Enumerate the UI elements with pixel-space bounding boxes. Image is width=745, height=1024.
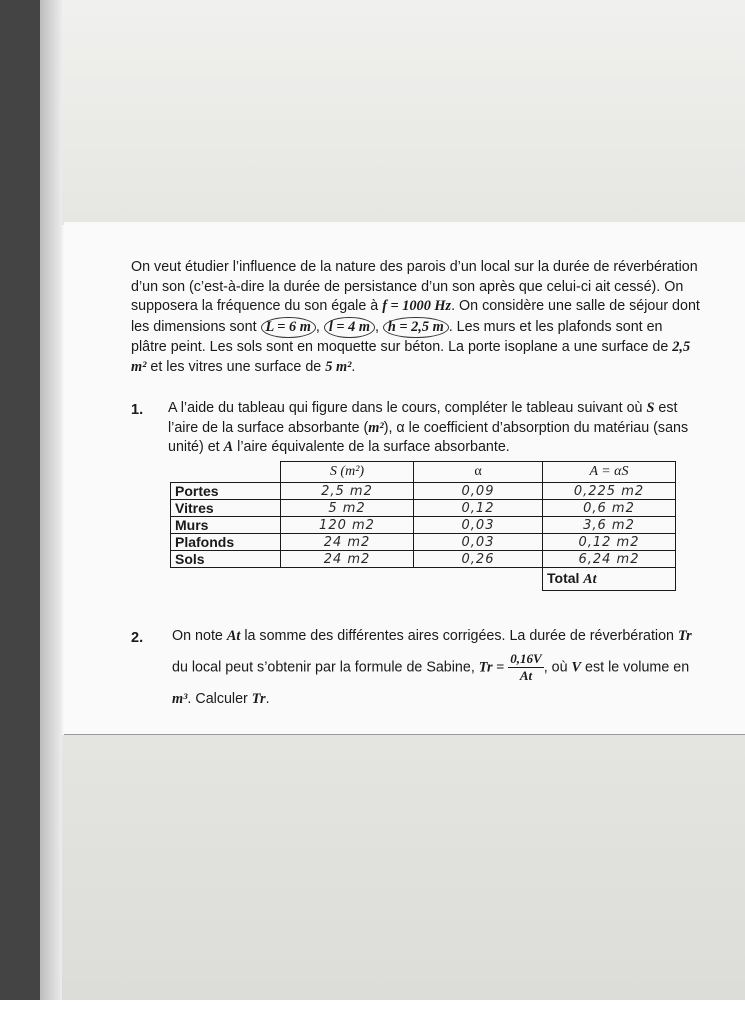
row-label: Plafonds [171,534,281,551]
cell-surface [281,483,414,500]
intro-text: . Les murs et les plafonds sont en plâtre peint. Les sols sont en moquette sur béton. La porte isoplane a une surface de [131,318,673,355]
symbol-tr: Tr [677,628,692,644]
handwritten-value: 0,225 m2 [573,483,645,499]
row-label: Murs [171,517,281,534]
header-equivalent-area: A = αS [543,462,676,483]
total-label: Total [547,570,580,586]
cell-alpha [414,500,543,517]
dimension-length: L = 6 m [261,317,316,339]
q1-text: l’aire équivalente de la surface absorbante. [233,439,510,455]
intro-text: On veut étudier l’influence de la nature des parois d’un local sur la durée de réverbération d’un son (c’est-à-dire la durée de persistance d’un son après que celui-ci ait cessé). On supposera la fréquence du son égale à [131,259,698,314]
dimension-width: l = 4 m [324,317,375,339]
q2-text: est le volume en [581,659,690,676]
table-row [171,534,676,551]
table-row [171,517,676,534]
q1-text: est l’aire de la surface absorbante ( [168,400,678,436]
symbol-tr: Tr [251,691,266,707]
scan-dark-edge [0,0,40,1000]
faded-background-page-top [62,0,745,225]
cell-surface [281,551,414,568]
dimension-height: h = 2,5 m [383,317,449,339]
q1-text: A l’aide du tableau qui figure dans le cours, compléter le tableau suivant où [168,400,647,416]
table-row [171,483,676,500]
handwritten-value: 120 m2 [319,517,375,533]
symbol-a: A [223,439,234,455]
scan-edge-shadow [40,0,62,1000]
cell-alpha [414,534,543,551]
cell-surface [281,500,414,517]
cell-alpha [414,551,543,568]
handwritten-value: 3,6 m2 [583,517,635,533]
q2-text: . Calculer [187,691,252,707]
cell-equivalent-area [543,500,676,517]
table-row [171,551,676,568]
question-2-number: 2. [131,630,144,646]
table-total-row [171,568,676,591]
cell-equivalent-area [543,517,676,534]
intro-text: et les vitres une surface de [146,358,326,375]
table-row [171,500,676,517]
handwritten-value: 24 m2 [323,534,371,550]
scan-bottom-margin [0,1000,745,1024]
table-corner [171,462,281,483]
q2-text: , où [543,659,572,676]
absorption-table [170,461,676,591]
symbol-v: V [571,659,582,676]
blank-cell [281,568,414,591]
blank-cell [414,568,543,591]
unit-m2: m² [368,419,384,436]
q1-text: ), α le coefficient d’absorption du matériau (sans unité) et [168,419,689,455]
handwritten-value: 0,6 m2 [583,500,635,516]
q2-text: On note [172,628,227,644]
handwritten-value: 0,09 [461,483,495,499]
row-label: Sols [171,551,281,568]
handwritten-value: 0,26 [461,551,495,567]
formula-lhs: Tr = [478,659,505,676]
cell-alpha [414,483,543,500]
handwritten-value: 24 m2 [323,551,371,567]
cell-surface [281,517,414,534]
cell-equivalent-area [543,534,676,551]
q2-text: du local peut s’obtenir par la formule de Sabine, [172,659,479,676]
sabine-fraction [508,651,543,684]
cell-equivalent-area [543,483,676,500]
symbol-at: At [226,628,241,644]
row-label: Portes [171,483,281,500]
faded-background-page-bottom [62,735,745,1000]
handwritten-value: 2,5 m2 [321,483,373,499]
question-1-text [168,399,703,458]
question-1-number: 1. [131,402,144,418]
total-cell [543,568,676,591]
table-header-row [171,462,676,483]
q2-text: . [265,691,270,707]
intro-paragraph: On veut étudier l’influence de la nature des parois d’un local sur la durée de réverbération d’un son (c’est-à-dire la durée de persistance d’un son après que celui-ci ait cessé). On supposera la fréquence du son égale à f = 1000 Hz. On considère une salle de séjour dont les dimensions sont L = 6 m , l = 4 m , h = 2,5 m . Les murs et les plafonds sont en plâtre peint. Les sols sont en moquette sur béton. La porte isoplane a une surface de 2,5 m² et les vitres une surface de 5 m². [131,259,700,375]
cell-surface [281,534,414,551]
header-surface: S (m²) [281,462,414,483]
window-area: 5 m² [325,358,352,375]
handwritten-value: 0,03 [461,517,495,533]
unit-m3: m³ [172,691,188,707]
handwritten-value: 6,24 m2 [578,551,640,567]
handwritten-value: 0,12 [461,500,495,516]
cell-equivalent-area [543,551,676,568]
q2-text: la somme des différentes aires corrigées. La durée de réverbération [240,628,678,644]
question-2-text [172,621,707,714]
handwritten-value: 0,03 [461,534,495,550]
header-alpha: α [414,462,543,483]
symbol-s: S [646,400,655,416]
frequency-value: f = 1000 Hz [382,298,452,314]
door-area: 2,5 m² [131,339,691,375]
intro-text: . On considère une salle de séjour dont les dimensions sont [131,298,700,335]
blank-cell [171,568,281,591]
handwritten-value: 0,12 m2 [578,534,640,550]
row-label: Vitres [171,500,281,517]
total-symbol: At [583,572,597,587]
intro-text: . [351,358,356,375]
formula-numerator: 0,16V [510,651,542,666]
formula-denominator: At [519,668,533,683]
handwritten-value: 5 m2 [328,500,366,516]
cell-alpha [414,517,543,534]
